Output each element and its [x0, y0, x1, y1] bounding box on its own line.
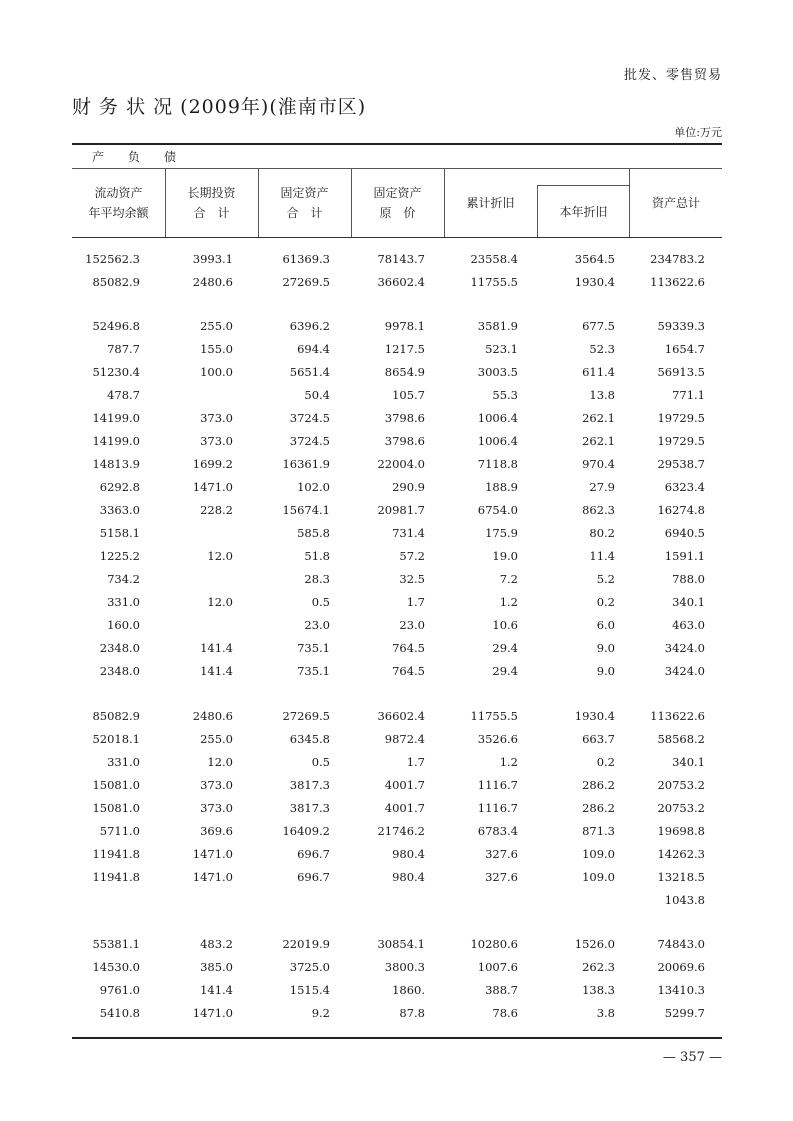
- table-row: [72, 250, 722, 268]
- table-cell: 5651.4: [289, 365, 330, 379]
- table-cell: 771.1: [672, 388, 705, 402]
- table-cell: 1471.0: [192, 480, 233, 494]
- table-cell: 11.4: [589, 549, 615, 563]
- table-cell: 3725.0: [289, 960, 330, 974]
- table-row: [72, 639, 722, 657]
- table-cell: 3798.6: [384, 434, 425, 448]
- table-cell: 100.0: [200, 365, 233, 379]
- table-cell: 109.0: [582, 847, 615, 861]
- table-cell: 22019.9: [282, 937, 330, 951]
- table-cell: 52.3: [589, 342, 615, 356]
- table-cell: 36602.4: [377, 709, 425, 723]
- table-cell: 20069.6: [657, 960, 705, 974]
- header-bottom-rule: [72, 237, 722, 238]
- table-cell: 6345.8: [289, 732, 330, 746]
- table-cell: 478.7: [107, 388, 140, 402]
- table-cell: 6323.4: [664, 480, 705, 494]
- column-header: 流动资产 年平均余额: [88, 186, 149, 220]
- table-cell: 385.0: [200, 960, 233, 974]
- column-header: 累计折旧: [466, 196, 515, 210]
- table-row: [72, 958, 722, 976]
- table-cell: 4001.7: [384, 778, 425, 792]
- table-cell: 15081.0: [92, 778, 140, 792]
- table-cell: 20981.7: [377, 503, 425, 517]
- table-cell: 262.3: [582, 960, 615, 974]
- table-cell: 331.0: [107, 595, 140, 609]
- table-cell: 80.2: [589, 526, 615, 540]
- table-cell: 2480.6: [192, 709, 233, 723]
- table-cell: 78.6: [492, 1006, 518, 1020]
- table-cell: 11941.8: [92, 847, 140, 861]
- table-row: [72, 432, 722, 450]
- table-cell: 3798.6: [384, 411, 425, 425]
- table-cell: 9761.0: [99, 983, 140, 997]
- table-cell: 14813.9: [92, 457, 140, 471]
- table-cell: 29538.7: [657, 457, 705, 471]
- column-header: 长期投资 合 计: [187, 186, 236, 220]
- table-row: [72, 409, 722, 427]
- table-cell: 980.4: [392, 847, 425, 861]
- table-cell: 734.2: [107, 572, 140, 586]
- table-cell: 3800.3: [384, 960, 425, 974]
- table-row: [72, 868, 722, 886]
- table-cell: 871.3: [582, 824, 615, 838]
- table-cell: 23.0: [304, 618, 330, 632]
- table-cell: 3.8: [596, 1006, 615, 1020]
- table-cell: 340.1: [672, 755, 705, 769]
- table-cell: 0.2: [596, 595, 615, 609]
- table-row: [72, 478, 722, 496]
- table-cell: 1860.: [392, 983, 425, 997]
- table-cell: 1043.8: [664, 893, 705, 907]
- table-cell: 255.0: [200, 319, 233, 333]
- table-cell: 74843.0: [657, 937, 705, 951]
- table-cell: 14262.3: [657, 847, 705, 861]
- table-cell: 4001.7: [384, 801, 425, 815]
- table-cell: 286.2: [582, 778, 615, 792]
- table-cell: 1225.2: [99, 549, 140, 563]
- table-cell: 20753.2: [657, 801, 705, 815]
- table-row: [72, 273, 722, 291]
- column-header: 固定资产 合 计: [280, 186, 329, 220]
- table-cell: 1217.5: [384, 342, 425, 356]
- table-cell: 3424.0: [664, 641, 705, 655]
- table-cell: 1471.0: [192, 847, 233, 861]
- table-cell: 1.2: [499, 755, 518, 769]
- table-cell: 12.0: [207, 595, 233, 609]
- table-row: [72, 547, 722, 565]
- table-cell: 1526.0: [574, 937, 615, 951]
- table-cell: 3817.3: [289, 801, 330, 815]
- table-cell: 3526.6: [477, 732, 518, 746]
- page-title: 财 务 状 况 (2009年)(淮南市区): [72, 96, 367, 118]
- table-cell: 52496.8: [92, 319, 140, 333]
- column-header: 固定资产 原 价: [373, 186, 422, 220]
- table-cell: 1699.2: [192, 457, 233, 471]
- table-cell: 19698.8: [657, 824, 705, 838]
- table-cell: 188.9: [485, 480, 518, 494]
- table-cell: 9872.4: [384, 732, 425, 746]
- table-row: [72, 455, 722, 473]
- table-cell: 255.0: [200, 732, 233, 746]
- table-cell: 787.7: [107, 342, 140, 356]
- table-cell: 141.4: [200, 983, 233, 997]
- table-cell: 29.4: [492, 664, 518, 678]
- table-cell: 1006.4: [477, 411, 518, 425]
- table-cell: 113622.6: [650, 275, 705, 289]
- table-row: [72, 524, 722, 542]
- table-cell: 141.4: [200, 664, 233, 678]
- table-cell: 57.2: [399, 549, 425, 563]
- table-cell: 15674.1: [282, 503, 330, 517]
- table-cell: 764.5: [392, 641, 425, 655]
- table-cell: 1.7: [406, 755, 425, 769]
- table-row: [72, 707, 722, 725]
- table-cell: 1930.4: [574, 275, 615, 289]
- table-cell: 20753.2: [657, 778, 705, 792]
- table-cell: 78143.7: [377, 252, 425, 266]
- group-rule: [72, 168, 722, 169]
- table-cell: 262.1: [582, 411, 615, 425]
- table-cell: 102.0: [297, 480, 330, 494]
- table-cell: 27269.5: [282, 709, 330, 723]
- table-cell: 862.3: [582, 503, 615, 517]
- table-cell: 51230.4: [92, 365, 140, 379]
- table-cell: 373.0: [200, 778, 233, 792]
- table-cell: 36602.4: [377, 275, 425, 289]
- table-cell: 5299.7: [664, 1006, 705, 1020]
- table-cell: 55.3: [492, 388, 518, 402]
- table-cell: 735.1: [297, 641, 330, 655]
- table-cell: 696.7: [297, 870, 330, 884]
- table-row: [72, 662, 722, 680]
- table-cell: 2480.6: [192, 275, 233, 289]
- column-header: 资产总计: [651, 196, 700, 210]
- table-cell: 523.1: [485, 342, 518, 356]
- table-cell: 980.4: [392, 870, 425, 884]
- table-cell: 16361.9: [282, 457, 330, 471]
- table-cell: 15081.0: [92, 801, 140, 815]
- table-cell: 11755.5: [470, 275, 518, 289]
- table-cell: 0.2: [596, 755, 615, 769]
- table-cell: 1116.7: [477, 778, 518, 792]
- table-row: [72, 317, 722, 335]
- table-cell: 13.8: [589, 388, 615, 402]
- table-cell: 3581.9: [477, 319, 518, 333]
- table-cell: 50.4: [304, 388, 330, 402]
- table-cell: 6783.4: [477, 824, 518, 838]
- table-cell: 105.7: [392, 388, 425, 402]
- table-cell: 14530.0: [92, 960, 140, 974]
- table-cell: 85082.9: [92, 275, 140, 289]
- table-cell: 56913.5: [657, 365, 705, 379]
- table-cell: 262.1: [582, 434, 615, 448]
- table-cell: 29.4: [492, 641, 518, 655]
- table-cell: 160.0: [107, 618, 140, 632]
- table-cell: 23.0: [399, 618, 425, 632]
- table-top-rule: [72, 143, 722, 145]
- table-cell: 5711.0: [99, 824, 140, 838]
- table-cell: 152562.3: [85, 252, 140, 266]
- table-cell: 22004.0: [377, 457, 425, 471]
- table-cell: 9.0: [596, 641, 615, 655]
- table-cell: 6.0: [596, 618, 615, 632]
- table-cell: 373.0: [200, 801, 233, 815]
- table-cell: 113622.6: [650, 709, 705, 723]
- table-cell: 58568.2: [657, 732, 705, 746]
- table-cell: 0.5: [311, 595, 330, 609]
- table-cell: 1591.1: [664, 549, 705, 563]
- table-row: [72, 340, 722, 358]
- table-row: [72, 730, 722, 748]
- table-cell: 5158.1: [99, 526, 140, 540]
- table-cell: 327.6: [485, 870, 518, 884]
- table-cell: 9.0: [596, 664, 615, 678]
- table-cell: 1930.4: [574, 709, 615, 723]
- subheader-rule: [537, 185, 630, 186]
- table-cell: 6940.5: [664, 526, 705, 540]
- table-cell: 3724.5: [289, 434, 330, 448]
- table-cell: 155.0: [200, 342, 233, 356]
- table-cell: 1.2: [499, 595, 518, 609]
- section-label: 批发、零售贸易: [623, 68, 722, 83]
- table-row: [72, 501, 722, 519]
- table-cell: 331.0: [107, 755, 140, 769]
- table-cell: 286.2: [582, 801, 615, 815]
- table-cell: 483.2: [200, 937, 233, 951]
- table-cell: 61369.3: [282, 252, 330, 266]
- table-cell: 764.5: [392, 664, 425, 678]
- table-cell: 9978.1: [384, 319, 425, 333]
- table-row: [72, 363, 722, 381]
- table-row: [72, 616, 722, 634]
- table-cell: 27269.5: [282, 275, 330, 289]
- table-cell: 7118.8: [477, 457, 518, 471]
- table-cell: 27.9: [589, 480, 615, 494]
- table-row: [72, 822, 722, 840]
- table-cell: 0.5: [311, 755, 330, 769]
- table-cell: 327.6: [485, 847, 518, 861]
- table-cell: 87.8: [399, 1006, 425, 1020]
- table-row: [72, 570, 722, 588]
- table-cell: 388.7: [485, 983, 518, 997]
- table-cell: 8654.9: [384, 365, 425, 379]
- table-row: [72, 799, 722, 817]
- table-cell: 32.5: [399, 572, 425, 586]
- table-cell: 5.2: [596, 572, 615, 586]
- table-cell: 1654.7: [664, 342, 705, 356]
- table-cell: 6292.8: [99, 480, 140, 494]
- table-cell: 138.3: [582, 983, 615, 997]
- table-cell: 13410.3: [657, 983, 705, 997]
- table-cell: 19.0: [492, 549, 518, 563]
- table-cell: 10.6: [492, 618, 518, 632]
- table-cell: 369.6: [200, 824, 233, 838]
- table-cell: 12.0: [207, 549, 233, 563]
- table-cell: 19729.5: [657, 411, 705, 425]
- table-cell: 2348.0: [99, 664, 140, 678]
- table-cell: 16409.2: [282, 824, 330, 838]
- table-cell: 55381.1: [92, 937, 140, 951]
- table-cell: 3564.5: [574, 252, 615, 266]
- table-cell: 788.0: [672, 572, 705, 586]
- table-row: [72, 776, 722, 794]
- table-cell: 228.2: [200, 503, 233, 517]
- table-cell: 1116.7: [477, 801, 518, 815]
- group-label: 产 负 债: [92, 150, 177, 164]
- table-cell: 11755.5: [470, 709, 518, 723]
- table-row: [72, 891, 722, 909]
- table-cell: 11941.8: [92, 870, 140, 884]
- table-cell: 677.5: [582, 319, 615, 333]
- table-cell: 3424.0: [664, 664, 705, 678]
- table-cell: 23558.4: [470, 252, 518, 266]
- table-cell: 28.3: [304, 572, 330, 586]
- table-bottom-rule: [72, 1037, 722, 1039]
- table-cell: 16274.8: [657, 503, 705, 517]
- table-cell: 21746.2: [377, 824, 425, 838]
- table-cell: 3363.0: [99, 503, 140, 517]
- table-row: [72, 935, 722, 953]
- table-cell: 663.7: [582, 732, 615, 746]
- table-cell: 463.0: [672, 618, 705, 632]
- table-cell: 51.8: [304, 549, 330, 563]
- table-cell: 141.4: [200, 641, 233, 655]
- page-number: — 357 —: [662, 1050, 722, 1065]
- table-cell: 3003.5: [477, 365, 518, 379]
- table-cell: 373.0: [200, 411, 233, 425]
- table-cell: 1515.4: [289, 983, 330, 997]
- table-cell: 30854.1: [377, 937, 425, 951]
- table-row: [72, 1004, 722, 1022]
- table-cell: 7.2: [499, 572, 518, 586]
- table-cell: 3993.1: [192, 252, 233, 266]
- table-cell: 1471.0: [192, 870, 233, 884]
- column-header: 本年折旧: [559, 205, 608, 219]
- table-cell: 3817.3: [289, 778, 330, 792]
- table-cell: 109.0: [582, 870, 615, 884]
- table-row: [72, 753, 722, 771]
- table-cell: 5410.8: [99, 1006, 140, 1020]
- table-row: [72, 386, 722, 404]
- table-cell: 85082.9: [92, 709, 140, 723]
- table-cell: 585.8: [297, 526, 330, 540]
- table-cell: 9.2: [311, 1006, 330, 1020]
- table-cell: 696.7: [297, 847, 330, 861]
- table-cell: 6396.2: [289, 319, 330, 333]
- table-row: [72, 981, 722, 999]
- table-cell: 6754.0: [477, 503, 518, 517]
- table-cell: 611.4: [582, 365, 615, 379]
- table-cell: 13218.5: [657, 870, 705, 884]
- table-cell: 234783.2: [650, 252, 705, 266]
- table-cell: 14199.0: [92, 434, 140, 448]
- table-cell: 14199.0: [92, 411, 140, 425]
- table-cell: 731.4: [392, 526, 425, 540]
- table-cell: 59339.3: [657, 319, 705, 333]
- table-cell: 340.1: [672, 595, 705, 609]
- table-cell: 1006.4: [477, 434, 518, 448]
- table-cell: 175.9: [485, 526, 518, 540]
- table-cell: 2348.0: [99, 641, 140, 655]
- table-cell: 1007.6: [477, 960, 518, 974]
- table-cell: 373.0: [200, 434, 233, 448]
- table-cell: 12.0: [207, 755, 233, 769]
- table-cell: 1.7: [406, 595, 425, 609]
- table-row: [72, 845, 722, 863]
- table-cell: 694.4: [297, 342, 330, 356]
- table-cell: 52018.1: [92, 732, 140, 746]
- table-cell: 10280.6: [470, 937, 518, 951]
- table-cell: 1471.0: [192, 1006, 233, 1020]
- table-cell: 3724.5: [289, 411, 330, 425]
- table-row: [72, 593, 722, 611]
- unit-label: 单位:万元: [674, 126, 722, 139]
- table-cell: 735.1: [297, 664, 330, 678]
- table-cell: 970.4: [582, 457, 615, 471]
- table-cell: 290.9: [392, 480, 425, 494]
- table-cell: 19729.5: [657, 434, 705, 448]
